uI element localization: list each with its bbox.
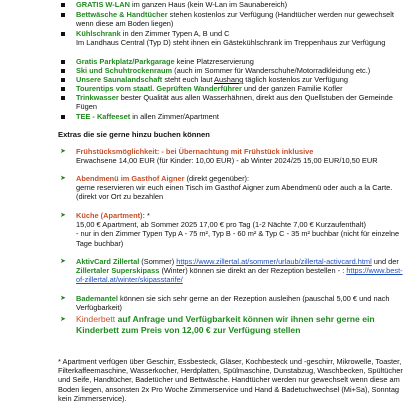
- extra-text: *: [144, 211, 150, 220]
- extra-text: (Sommer): [139, 257, 177, 266]
- extra-title: Bademantel: [76, 294, 118, 303]
- extra-kueche: [60, 211, 406, 248]
- bullet-icon: [61, 60, 65, 64]
- extra-text: gerne reservieren wir euch einen Tisch im Gasthof Aigner zum Abendmenü oder auch a la Carte. (direkt vor Ort zu bezahlen: [76, 183, 393, 202]
- extra-text: (direkt gegenüber):: [184, 174, 250, 183]
- item-text: in allen Zimmer/Apartment: [130, 112, 219, 121]
- item-text: steht euch laut: [162, 75, 215, 84]
- extra-text: Erwachsene 14,00 EUR (für Kinder: 10,00 EUR) - ab Winter 2024/25 15,00 EUR/10,50 EUR: [76, 156, 378, 166]
- extra-fruehstueck: [60, 147, 406, 166]
- list-item: [76, 84, 396, 93]
- item-heading: GRATIS W-LAN: [76, 0, 130, 9]
- apartment-footnote: * Apartment verfügen über Geschirr, Essbesteck, Gläser, Kochbesteck und -geschirr, Mikrowelle, Toaster, Filterkaffeemaschine, Wasserkocher, Herdplatten, Spülmaschine, Dunstabzug, Waschbecken, Spültücher und Seife, Handtücher, Badetücher und Bettwäsche. Handtücher werden nur gewechselt wenn diese am Boden liegen, ansonsten 2x Pro Woche Zimmerservice und Hand & Badetuchwechsel (Mi+Sa), Sonntag kein Zimmerservice).: [58, 357, 403, 403]
- extra-title: Küche (Apartment):: [76, 211, 145, 220]
- list-item: [76, 112, 396, 121]
- item-heading: Gratis Parkplatz/Parkgarage: [76, 57, 175, 66]
- item-text: Im Landhaus Central (Typ D) steht ihnen ein Gästekühlschrank im Treppenhaus zur Verfügung: [76, 38, 386, 47]
- aushang-link[interactable]: Aushang: [214, 75, 244, 84]
- activcard-link[interactable]: https://www.zillertal.at/sommer/urlaub/zillertal-activcard.html: [176, 257, 372, 266]
- bullet-icon: [61, 3, 65, 7]
- arrow-icon: ➤: [60, 175, 66, 182]
- item-text: im ganzen Haus (kein W-Lan im Saunabereich): [129, 0, 288, 9]
- list-item: [76, 29, 396, 38]
- item-text: in den Zimmer Typen A, B und C: [120, 29, 230, 38]
- extras-heading: Extras die sie gerne hinzu buchen können: [58, 130, 210, 139]
- bullet-icon: [61, 96, 65, 100]
- bullet-icon: [61, 87, 65, 91]
- bullet-icon: [61, 78, 65, 82]
- arrow-icon: ➤: [60, 212, 66, 219]
- bullet-icon: [61, 115, 65, 119]
- item-heading: TEE - Kaffeeset: [76, 112, 131, 121]
- item-heading: Unsere Saunalandschaft: [76, 75, 163, 84]
- list-item: [76, 0, 396, 9]
- item-text: keine Platzreservierung: [174, 57, 254, 66]
- extra-aktivcard: [60, 257, 406, 285]
- extra-title: Zillertaler Superskipass: [76, 266, 160, 276]
- item-heading: Trinkwasser: [76, 93, 119, 102]
- item-heading: Bettwäsche & Handtücher: [76, 10, 168, 19]
- arrow-icon: ➤: [60, 258, 66, 265]
- extra-text: können sie sich sehr gerne an der Rezeption ausleihen (pauschal 5,00 € und nach Verfügbarkeit): [76, 294, 390, 313]
- item-text: bester Qualität aus allen Wasserhähnen, direkt aus den Quellstuben der Gemeinde Fügen: [76, 93, 393, 112]
- extra-bademantel: [60, 294, 406, 313]
- extra-title: AktivCard Zillertal: [76, 257, 140, 266]
- list-item: [76, 57, 396, 66]
- item-text: (auch im Sommer für Wanderschuhe/Motorradkleidung etc.): [172, 66, 371, 75]
- bullet-icon: [61, 32, 65, 36]
- list-item: [76, 10, 396, 28]
- arrow-icon: ➤: [60, 148, 66, 155]
- item-heading: Ski und Schuhtrockenraum: [76, 66, 173, 75]
- extra-abendmenu: [60, 174, 406, 202]
- arrow-icon: ➤: [60, 316, 66, 323]
- bullet-icon: [61, 13, 65, 17]
- extra-text: 15,00 € Apartment, ab Sommer 2025 17,00 € pro Tag (1-2 Nächte 7,00 € Kurzaufenthalt): [76, 220, 366, 230]
- bullet-icon: [61, 69, 65, 73]
- extra-kinderbett: [60, 314, 406, 336]
- item-text: stehen kostenlos zur Verfügung (Handtücher werden nur gewechselt wenn diese am Boden liegen): [76, 10, 394, 29]
- extra-text: (Winter) können sie direkt an der Rezeption bestellen - :: [159, 266, 347, 276]
- extra-text: auf Anfrage und Verfügbarkeit können wir ihnen sehr gerne ein Kinderbett zum Preis von 12,00 € zur Verfügung stellen: [76, 314, 375, 335]
- item-text: und der ganzen Familie Kofler: [241, 84, 343, 93]
- item-heading: Kühlschrank: [76, 29, 121, 38]
- extra-text: - nur in den Zimmer Typen Typ A - 75 m², Typ B - 60 m² & Typ C - 35 m² buchbar (nicht für einzelne Tage buchbar): [76, 229, 400, 248]
- item-heading: Tourentips vom staatl. Geprüften Wanderführer: [76, 84, 242, 93]
- item-text: täglich kostenlos zur Verfügung: [243, 75, 348, 84]
- list-item: [76, 93, 396, 111]
- extra-title: Frühstücksmöglichkeit: - bei Übernachtung mit Frühstück inklusive: [76, 147, 314, 156]
- extra-title: Abendmenü im Gasthof Aigner: [76, 174, 185, 183]
- list-item: [76, 66, 396, 75]
- list-item: [76, 75, 396, 84]
- list-item-continuation: [76, 38, 396, 47]
- arrow-icon: ➤: [60, 295, 66, 302]
- extra-text: und der: [371, 257, 399, 266]
- extra-title: Kinderbett: [76, 314, 116, 324]
- skipass-link[interactable]: https://www.best-of-zillertal.at/winter/skipasstarife/: [76, 266, 403, 285]
